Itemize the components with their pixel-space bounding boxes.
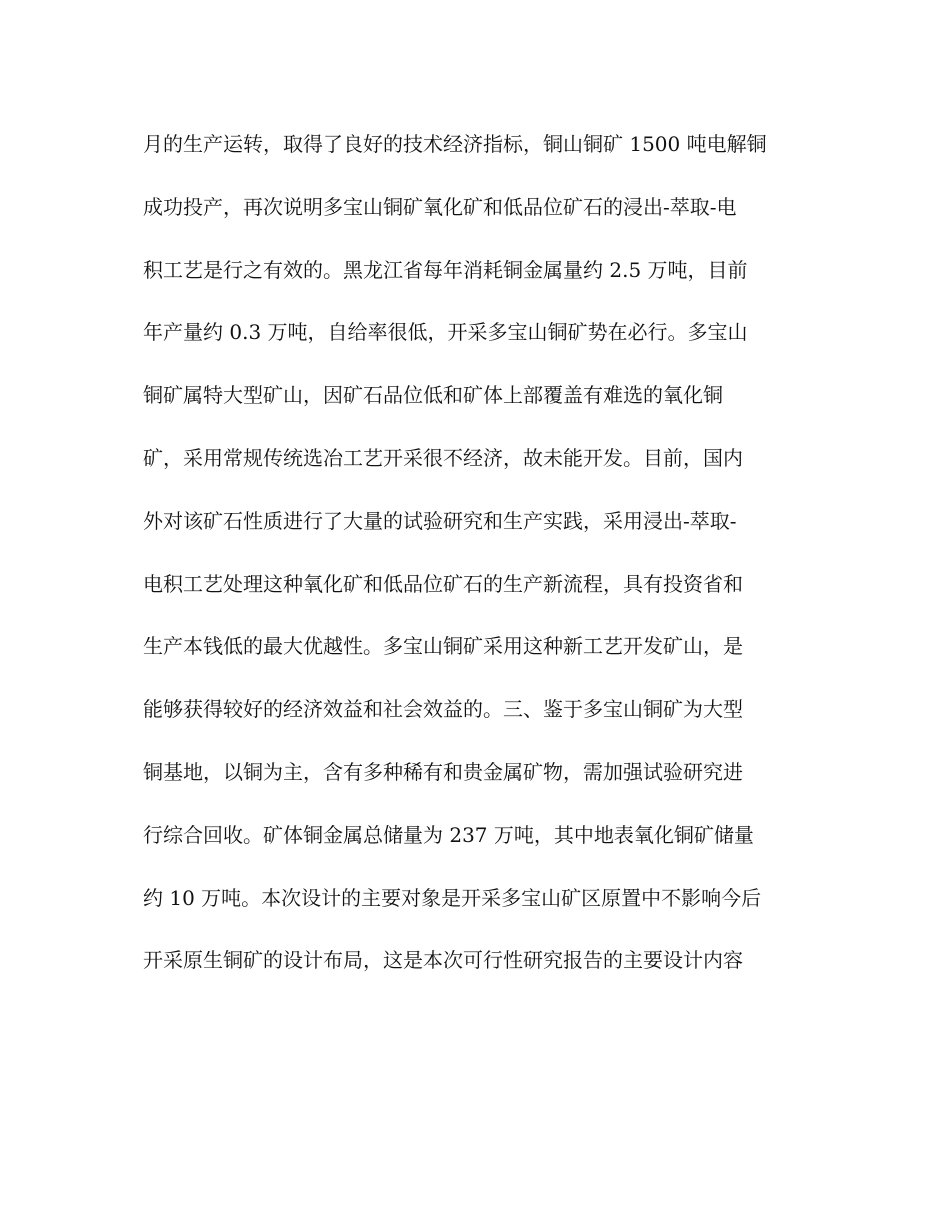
text-line: 行综合回收。矿体铜金属总储量为 237 万吨，其中地表氧化铜矿储量 — [143, 822, 754, 847]
text-line: 矿，采用常规传统选冶工艺开采很不经济，故未能开发。目前，国内 — [143, 445, 743, 470]
text-line: 能够获得较好的经济效益和社会效益的。三、鉴于多宝山铜矿为大型 — [143, 697, 743, 722]
text-line: 约 10 万吨。本次设计的主要对象是开采多宝山矿区原置中不影响今后 — [143, 885, 762, 910]
text-line: 电积工艺处理这种氧化矿和低品位矿石的生产新流程，具有投资省和 — [143, 571, 743, 596]
text-line: 外对该矿石性质进行了大量的试验研究和生产实践，采用浸出-萃取- — [143, 508, 737, 533]
text-line: 开采原生铜矿的设计布局，这是本次可行性研究报告的主要设计内容 — [143, 948, 743, 973]
text-line: 积工艺是行之有效的。黑龙江省每年消耗铜金属量约 2.5 万吨，目前 — [143, 257, 748, 282]
text-line: 铜基地，以铜为主，含有多种稀有和贵金属矿物，需加强试验研究进 — [143, 759, 743, 784]
body-text — [143, 124, 813, 1003]
text-line: 成功投产，再次说明多宝山铜矿氧化矿和低品位矿石的浸出-萃取-电 — [143, 194, 737, 219]
text-line: 铜矿属特大型矿山，因矿石品位低和矿体上部覆盖有难选的氧化铜 — [143, 383, 723, 408]
text-line: 生产本钱低的最大优越性。多宝山铜矿采用这种新工艺开发矿山，是 — [143, 634, 743, 659]
text-line: 年产量约 0.3 万吨，自给率很低，开采多宝山铜矿势在必行。多宝山 — [143, 320, 748, 345]
text-line: 月的生产运转，取得了良好的技术经济指标，铜山铜矿 1500 吨电解铜 — [143, 132, 767, 156]
